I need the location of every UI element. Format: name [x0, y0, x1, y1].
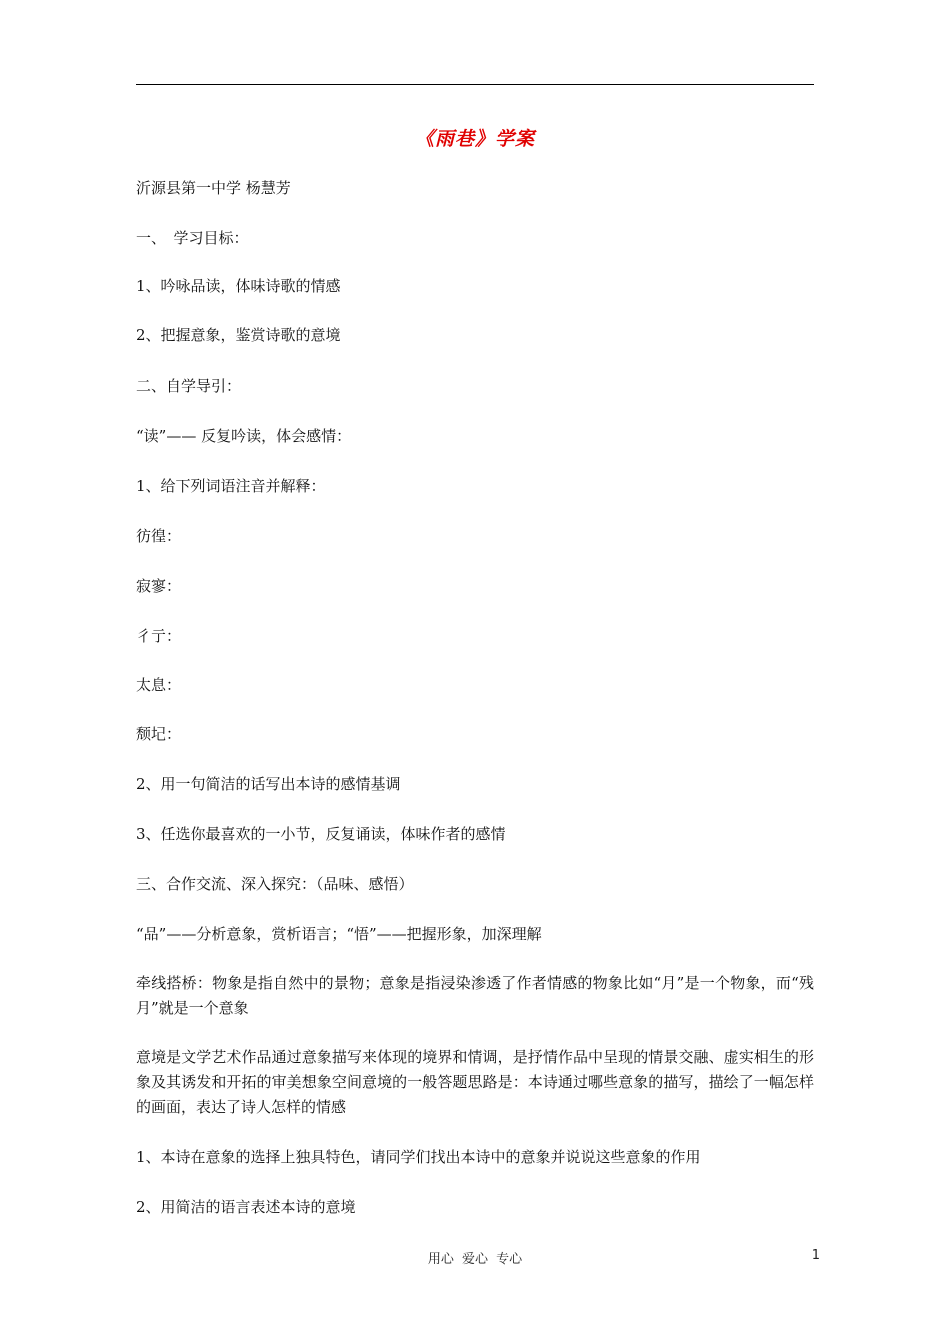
- vocab-item: 颓圮：: [136, 725, 182, 743]
- vocab-item: 彷徨：: [136, 527, 182, 545]
- vocab-item: 太息：: [136, 676, 182, 694]
- header-rule: [136, 84, 814, 85]
- question-item-1: 1、本诗在意象的选择上独具特色，请同学们找出本诗中的意象并说说这些意象的作用: [136, 1148, 701, 1166]
- question-item-2: 2、用简洁的语言表述本诗的意境: [136, 1198, 356, 1216]
- paragraph-realm-definition: 意境是文学艺术作品通过意象描写来体现的境界和情调，是抒情作品中呈现的情景交融、虚实相生的形象及其诱发和开拓的审美想象空间意境的一般答题思路是：本诗通过哪些意象的描写，描绘了一幅怎样的画面，表达了诗人怎样的情感: [136, 1048, 814, 1116]
- vocab-item: 彳亍：: [136, 627, 182, 645]
- footer-motto: 用心 爱心 专心: [427, 1252, 523, 1267]
- document-title: 《雨巷》学案: [414, 128, 535, 150]
- task-annotate-words: 1、给下列词语注音并解释：: [136, 477, 326, 495]
- paragraph-image-definition: 牵线搭桥：物象是指自然中的景物；意象是指浸染渗透了作者情感的物象比如“月”是一个物象，而“残月”就是一个意象: [136, 974, 814, 1017]
- subheading-taste-realize: “品”——分析意象，赏析语言；“悟”——把握形象，加深理解: [136, 925, 542, 943]
- goal-item-1: 1、吟咏品读，体味诗歌的情感: [136, 277, 341, 295]
- section-heading-self-study: 二、自学导引：: [136, 377, 242, 395]
- subheading-read: “读”—— 反复吟读，体会感情：: [136, 427, 352, 445]
- task-emotional-tone: 2、用一句简洁的话写出本诗的感情基调: [136, 775, 401, 793]
- page-number: 1: [811, 1248, 820, 1263]
- author-line: 沂源县第一中学 杨慧芳: [136, 179, 291, 197]
- goal-item-2: 2、把握意象，鉴赏诗歌的意境: [136, 326, 341, 344]
- task-recite-stanza: 3、任选你最喜欢的一小节，反复诵读，体味作者的感情: [136, 825, 506, 843]
- section-heading-cooperation: 三、合作交流、深入探究：（品味、感悟）: [136, 875, 414, 893]
- vocab-item: 寂寥：: [136, 577, 182, 595]
- section-heading-goals: 一、 学习目标：: [136, 229, 249, 247]
